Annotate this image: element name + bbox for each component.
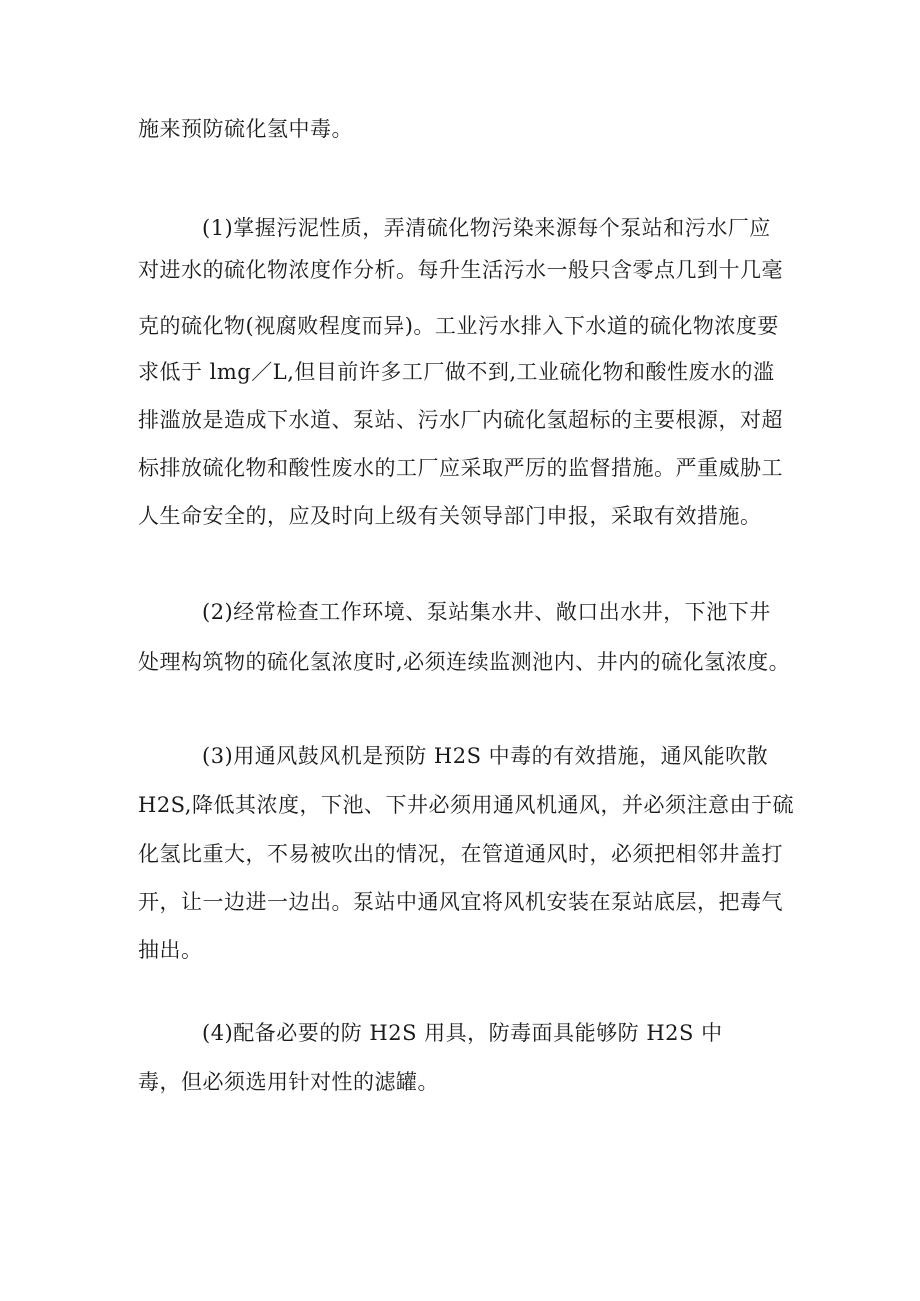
- paragraph-line: 排滥放是造成下水道、泵站、污水厂内硫化氢超标的主要根源，对超: [138, 408, 783, 432]
- paragraph-line: 处理构筑物的硫化氢浓度时,必须连续监测池内、井内的硫化氢浓度。: [138, 650, 791, 674]
- paragraph-line: 标排放硫化物和酸性废水的工厂应采取严厉的监督措施。严重威胁工: [138, 456, 783, 480]
- paragraph-line: 求低于 lmg／L,但目前许多工厂做不到,工业硫化物和酸性废水的滥: [138, 360, 775, 384]
- paragraph-line: 人生命安全的，应及时向上级有关领导部门申报，采取有效措施。: [138, 504, 762, 528]
- paragraph-line: 克的硫化物(视腐败程度而异)。工业污水排入下水道的硫化物浓度要: [138, 314, 779, 338]
- paragraph-line: 对进水的硫化物浓度作分析。每升生活污水一般只含零点几到十几毫: [138, 258, 783, 282]
- paragraph-line: 开，让一边进一边出。泵站中通风宜将风机安装在泵站底层，把毒气: [138, 890, 783, 914]
- paragraph-line: H2S,降低其浓度，下池、下井必须用通风机通风，并必须注意由于硫: [138, 793, 794, 817]
- lead-line: 施来预防硫化氢中毒。: [138, 117, 353, 141]
- paragraph-line: 毒，但必须选用针对性的滤罐。: [138, 1070, 439, 1094]
- paragraph-line: (3)用通风鼓风机是预防 H2S 中毒的有效措施，通风能吹散: [202, 744, 769, 768]
- paragraph-line: (2)经常检查工作环境、泵站集水井、敞口出水井，下池下井: [202, 600, 771, 624]
- paragraph-line: 抽出。: [138, 938, 203, 962]
- paragraph-line: 化氢比重大，不易被吹出的情况，在管道通风时，必须把相邻井盖打: [138, 842, 783, 866]
- paragraph-line: (4)配备必要的防 H2S 用具，防毒面具能够防 H2S 中: [202, 1021, 723, 1045]
- paragraph-line: (1)掌握污泥性质，弄清硫化物污染来源每个泵站和污水厂应: [202, 216, 771, 240]
